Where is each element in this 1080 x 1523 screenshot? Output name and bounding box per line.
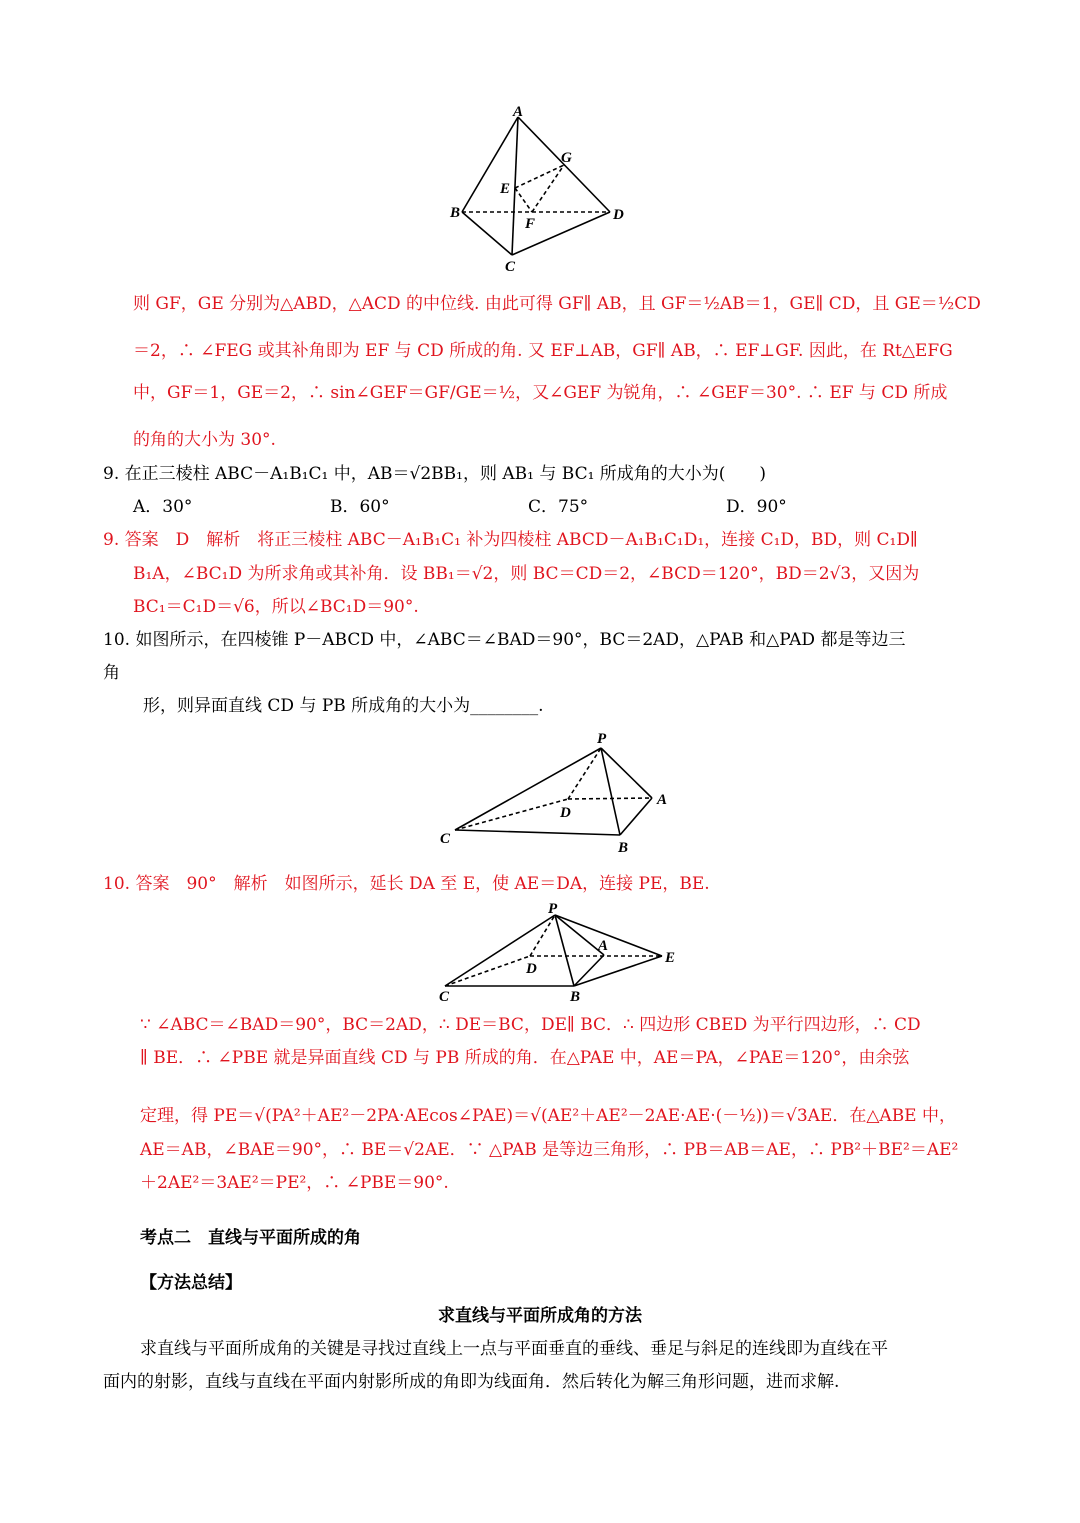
label-D: D bbox=[613, 207, 624, 223]
method-summary-header: 【方法总结】 bbox=[140, 1273, 242, 1293]
label-A: A bbox=[513, 104, 524, 120]
solution9-line2: B₁A，∠BC₁D 为所求角或其补角．设 BB₁＝√2，则 BC＝CD＝2，∠BCD＝120°，BD＝2√3，又因为 bbox=[133, 564, 920, 584]
question10-line2: 角 bbox=[103, 663, 120, 683]
question9-option-b: B．60° bbox=[330, 497, 390, 517]
label-B: B bbox=[570, 989, 581, 1005]
solution9-line3: BC₁＝C₁D＝√6，所以∠BC₁D＝90°. bbox=[133, 597, 419, 617]
solution10b-line4: AE＝AB，∠BAE＝90°，∴ BE＝√2AE．∵ △PAB 是等边三角形，∴ PB＝AB＝AE，∴ PB²＋BE²＝AE² bbox=[140, 1140, 959, 1160]
question10-line1: 10. 如图所示，在四棱锥 P－ABCD 中，∠ABC＝∠BAD＝90°，BC＝2AD，△PAB 和△PAD 都是等边三 bbox=[103, 630, 906, 650]
tetrahedron-figure bbox=[440, 100, 640, 280]
method-paragraph-line2: 面内的射影，直线与直线在平面内射影所成的角即为线面角．然后转化为解三角形问题，进而求解. bbox=[103, 1372, 840, 1392]
label-C: C bbox=[440, 831, 451, 847]
label-A: A bbox=[657, 792, 668, 808]
label-P: P bbox=[548, 901, 558, 917]
solution10b-line2: ∥ BE．∴ ∠PBE 就是异面直线 CD 与 PB 所成的角．在△PAE 中，AE＝PA，∠PAE＝120°，由余弦 bbox=[140, 1048, 910, 1068]
solution10b-line1: ∵ ∠ABC＝∠BAD＝90°，BC＝2AD，∴ DE＝BC，DE∥ BC．∴ 四边形 CBED 为平行四边形，∴ CD bbox=[140, 1015, 921, 1035]
label-E: E bbox=[665, 950, 676, 966]
solution8-line3: 中，GF＝1，GE＝2，∴ sin∠GEF＝GF/GE＝½，又∠GEF 为锐角，∴ ∠GEF＝30°. ∴ EF 与 CD 所成 bbox=[133, 383, 948, 403]
label-P: P bbox=[597, 731, 607, 747]
solution9-line1: 9. 答案 D 解析 将正三棱柱 ABC－A₁B₁C₁ 补为四棱柱 ABCD－A₁B₁C₁D₁，连接 C₁D，BD，则 C₁D∥ bbox=[103, 530, 918, 550]
solution10b-line5: ＋2AE²＝3AE²＝PE²，∴ ∠PBE＝90°. bbox=[140, 1173, 449, 1193]
label-B: B bbox=[450, 205, 461, 221]
question9-option-d: D．90° bbox=[726, 497, 787, 517]
label-D: D bbox=[526, 961, 537, 977]
solution8-line2: ＝2，∴ ∠FEG 或其补角即为 EF 与 CD 所成的角. 又 EF⊥AB，GF∥ AB，∴ EF⊥GF. 因此，在 Rt△EFG bbox=[133, 341, 953, 361]
method-paragraph-line1: 求直线与平面所成角的关键是寻找过直线上一点与平面垂直的垂线、垂足与斜足的连线即为直线在平 bbox=[140, 1339, 888, 1359]
solution8-line4: 的角的大小为 30°. bbox=[133, 430, 276, 450]
label-C: C bbox=[439, 989, 450, 1005]
question9-option-a: A．30° bbox=[133, 497, 193, 517]
solution8-line1: 则 GF，GE 分别为△ABD，△ACD 的中位线. 由此可得 GF∥ AB，且 GF＝½AB＝1，GE∥ CD，且 GE＝½CD bbox=[133, 294, 981, 314]
question9-option-c: C．75° bbox=[528, 497, 589, 517]
solution10b-line3: 定理，得 PE＝√(PA²＋AE²－2PA·AEcos∠PAE)＝√(AE²＋AE²－2AE·AE·(－½))＝√3AE．在△ABE 中， bbox=[140, 1106, 956, 1126]
section2-title: 考点二 直线与平面所成的角 bbox=[140, 1228, 361, 1248]
label-A: A bbox=[598, 938, 609, 954]
label-E: E bbox=[500, 181, 511, 197]
label-D: D bbox=[560, 805, 571, 821]
method-title: 求直线与平面所成角的方法 bbox=[438, 1306, 642, 1326]
question10-line3: 形，则异面直线 CD 与 PB 所成角的大小为________. bbox=[143, 696, 544, 716]
label-B: B bbox=[618, 840, 629, 856]
label-F: F bbox=[525, 216, 536, 232]
extended-pyramid-figure bbox=[430, 898, 690, 1010]
label-C: C bbox=[505, 259, 516, 275]
solution10-line1: 10. 答案 90° 解析 如图所示，延长 DA 至 E，使 AE＝DA，连接 PE，BE. bbox=[103, 874, 710, 894]
pyramid-figure bbox=[430, 725, 690, 860]
question9-stem: 9. 在正三棱柱 ABC－A₁B₁C₁ 中，AB＝√2BB₁，则 AB₁ 与 BC₁ 所成角的大小为( ) bbox=[103, 464, 767, 484]
label-G: G bbox=[561, 150, 572, 166]
